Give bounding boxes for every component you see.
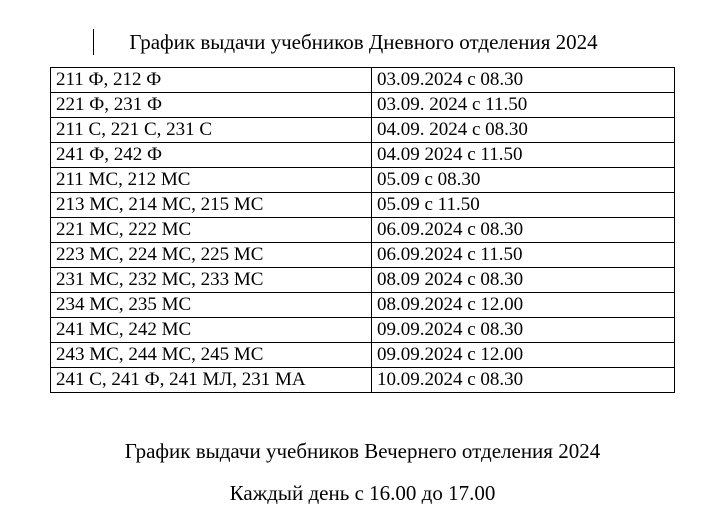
table-row bbox=[51, 318, 675, 343]
date-cell: 09.09.2024 с 12.00 bbox=[372, 343, 675, 368]
table-row bbox=[51, 218, 675, 243]
table-row bbox=[51, 93, 675, 118]
day-schedule-title: График выдачи учебников Дневного отделения 2024 bbox=[129, 30, 598, 54]
table-row bbox=[51, 118, 675, 143]
groups-cell: 234 МС, 235 МС bbox=[51, 293, 372, 318]
evening-schedule-title: График выдачи учебников Вечернего отделения 2024 bbox=[124, 439, 601, 463]
table-row bbox=[51, 193, 675, 218]
table-row bbox=[51, 343, 675, 368]
groups-cell: 211 Ф, 212 Ф bbox=[51, 68, 372, 93]
groups-cell: 221 Ф, 231 Ф bbox=[51, 93, 372, 118]
day-schedule-table bbox=[50, 67, 675, 393]
groups-cell: 241 МС, 242 МС bbox=[51, 318, 372, 343]
date-cell: 04.09 2024 с 11.50 bbox=[372, 143, 675, 168]
date-cell: 05.09 с 11.50 bbox=[372, 193, 675, 218]
evening-schedule-hours: Каждый день с 16.00 до 17.00 bbox=[229, 481, 496, 505]
date-cell: 06.09.2024 с 08.30 bbox=[372, 218, 675, 243]
date-cell: 09.09.2024 с 08.30 bbox=[372, 318, 675, 343]
table-row bbox=[51, 368, 675, 393]
table-row bbox=[51, 168, 675, 193]
date-cell: 03.09. 2024 с 11.50 bbox=[372, 93, 675, 118]
groups-cell: 241 С, 241 Ф, 241 МЛ, 231 МА bbox=[51, 368, 372, 393]
groups-cell: 231 МС, 232 МС, 233 МС bbox=[51, 268, 372, 293]
groups-cell: 213 МС, 214 МС, 215 МС bbox=[51, 193, 372, 218]
date-cell: 06.09.2024 с 11.50 bbox=[372, 243, 675, 268]
date-cell: 08.09 2024 с 08.30 bbox=[372, 268, 675, 293]
date-cell: 10.09.2024 с 08.30 bbox=[372, 368, 675, 393]
groups-cell: 241 Ф, 242 Ф bbox=[51, 143, 372, 168]
groups-cell: 211 МС, 212 МС bbox=[51, 168, 372, 193]
table-row bbox=[51, 68, 675, 93]
groups-cell: 243 МС, 244 МС, 245 МС bbox=[51, 343, 372, 368]
groups-cell: 211 С, 221 С, 231 С bbox=[51, 118, 372, 143]
table-row bbox=[51, 268, 675, 293]
groups-cell: 221 МС, 222 МС bbox=[51, 218, 372, 243]
date-cell: 08.09.2024 с 12.00 bbox=[372, 293, 675, 318]
date-cell: 03.09.2024 с 08.30 bbox=[372, 68, 675, 93]
date-cell: 04.09. 2024 с 08.30 bbox=[372, 118, 675, 143]
groups-cell: 223 МС, 224 МС, 225 МС bbox=[51, 243, 372, 268]
table-row bbox=[51, 243, 675, 268]
table-row bbox=[51, 293, 675, 318]
table-row bbox=[51, 143, 675, 168]
date-cell: 05.09 с 08.30 bbox=[372, 168, 675, 193]
